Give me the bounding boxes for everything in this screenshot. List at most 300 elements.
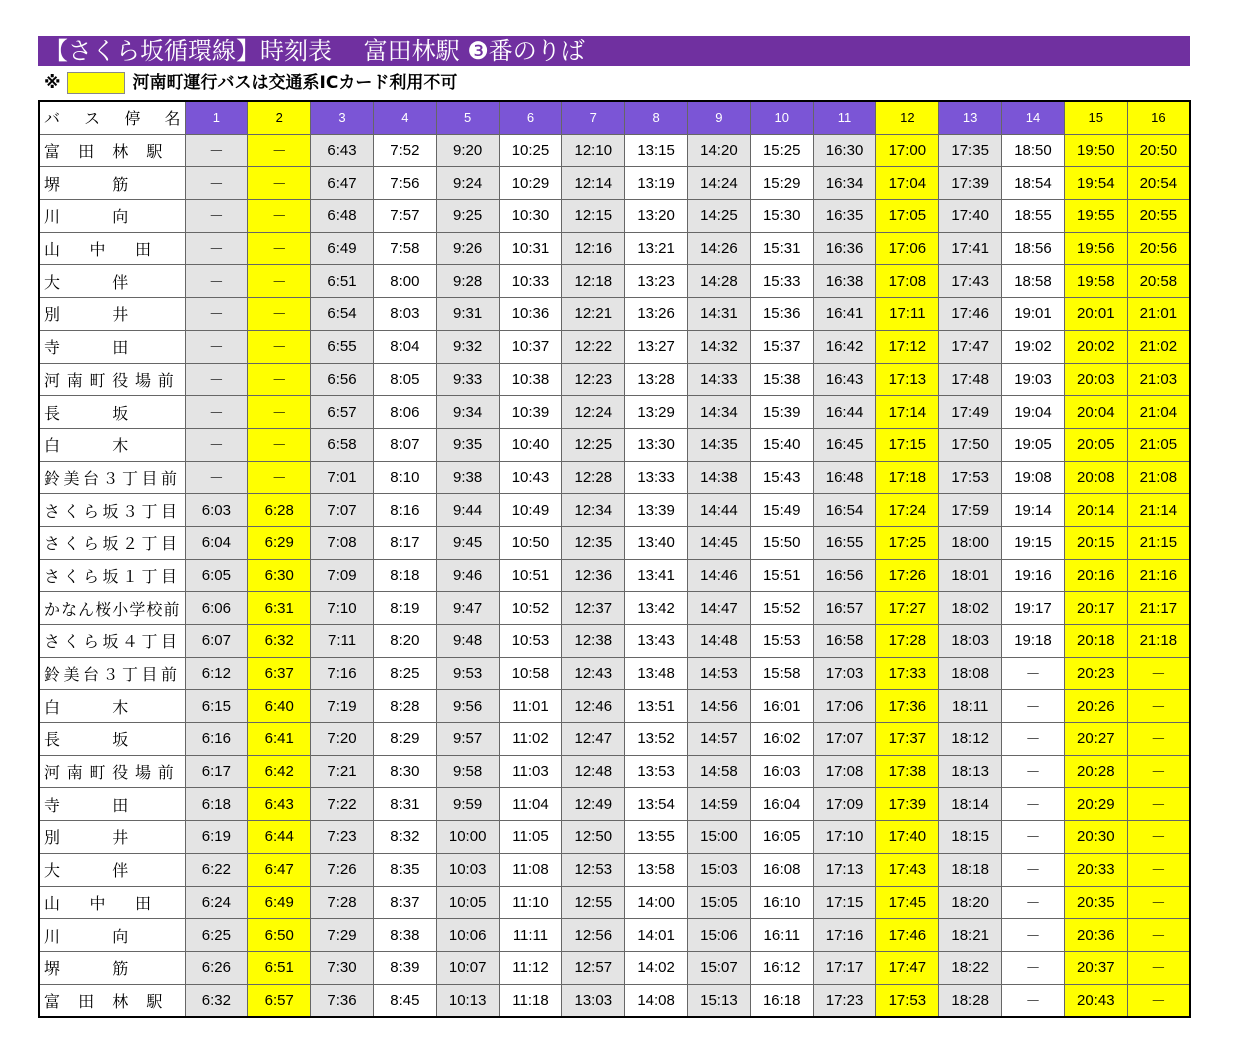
time-cell: 16:48	[813, 461, 876, 494]
header-trip-7: 7	[562, 101, 625, 134]
time-cell: 17:37	[876, 723, 939, 756]
time-cell: 17:40	[876, 821, 939, 854]
time-cell: 16:01	[750, 690, 813, 723]
time-cell: 6:44	[248, 821, 311, 854]
time-cell: 16:57	[813, 592, 876, 625]
stop-name: 鈴 美 台 ３ 丁 目 前	[39, 461, 185, 494]
time-cell: 9:46	[436, 559, 499, 592]
time-cell: 15:13	[688, 984, 751, 1017]
time-cell: 16:03	[750, 755, 813, 788]
table-row	[39, 625, 1190, 658]
time-cell: 10:43	[499, 461, 562, 494]
time-cell: －	[185, 134, 248, 167]
time-cell: 13:58	[625, 853, 688, 886]
time-cell: 14:45	[688, 526, 751, 559]
time-cell: 12:21	[562, 298, 625, 331]
time-cell: －	[1127, 951, 1190, 984]
time-cell: 16:54	[813, 494, 876, 527]
time-cell: 10:51	[499, 559, 562, 592]
stop-name: 大 伴	[39, 853, 185, 886]
time-cell: 19:05	[1002, 428, 1065, 461]
time-cell: 18:11	[939, 690, 1002, 723]
time-cell: 15:36	[750, 298, 813, 331]
time-cell: 6:19	[185, 821, 248, 854]
time-cell: 20:02	[1064, 330, 1127, 363]
time-cell: 11:10	[499, 886, 562, 919]
time-cell: 12:10	[562, 134, 625, 167]
time-cell: －	[248, 134, 311, 167]
time-cell: －	[1127, 788, 1190, 821]
time-cell: 13:23	[625, 265, 688, 298]
time-cell: 7:26	[311, 853, 374, 886]
time-cell: 11:03	[499, 755, 562, 788]
time-cell: 16:38	[813, 265, 876, 298]
time-cell: 7:30	[311, 951, 374, 984]
time-cell: 10:05	[436, 886, 499, 919]
time-cell: 19:02	[1002, 330, 1065, 363]
time-cell: 8:16	[373, 494, 436, 527]
time-cell: 6:05	[185, 559, 248, 592]
time-cell: 17:08	[876, 265, 939, 298]
time-cell: 7:09	[311, 559, 374, 592]
time-cell: －	[1002, 853, 1065, 886]
time-cell: －	[248, 265, 311, 298]
time-cell: 20:16	[1064, 559, 1127, 592]
time-cell: 13:43	[625, 625, 688, 658]
time-cell: 13:54	[625, 788, 688, 821]
time-cell: 9:32	[436, 330, 499, 363]
time-cell: 13:15	[625, 134, 688, 167]
time-cell: 20:04	[1064, 396, 1127, 429]
time-cell: 6:06	[185, 592, 248, 625]
time-cell: 17:15	[813, 886, 876, 919]
time-cell: 6:07	[185, 625, 248, 658]
time-cell: 16:58	[813, 625, 876, 658]
time-cell: 14:58	[688, 755, 751, 788]
time-cell: 15:31	[750, 232, 813, 265]
time-cell: 9:45	[436, 526, 499, 559]
time-cell: －	[1127, 690, 1190, 723]
time-cell: 20:18	[1064, 625, 1127, 658]
table-row	[39, 200, 1190, 233]
stop-name: か な ん 桜 小 学 校 前	[39, 592, 185, 625]
time-cell: 16:04	[750, 788, 813, 821]
time-cell: 8:45	[373, 984, 436, 1017]
table-row	[39, 919, 1190, 952]
time-cell: 8:05	[373, 363, 436, 396]
stop-name: さ く ら 坂 １ 丁 目	[39, 559, 185, 592]
page-title: 【さくら坂循環線】時刻表 富田林駅 ❸番のりば	[38, 36, 1190, 66]
time-cell: 16:42	[813, 330, 876, 363]
time-cell: 20:14	[1064, 494, 1127, 527]
header-trip-1: 1	[185, 101, 248, 134]
time-cell: 6:56	[311, 363, 374, 396]
time-cell: 6:04	[185, 526, 248, 559]
time-cell: 14:31	[688, 298, 751, 331]
time-cell: 12:48	[562, 755, 625, 788]
table-row	[39, 984, 1190, 1017]
time-cell: 12:18	[562, 265, 625, 298]
table-row	[39, 396, 1190, 429]
time-cell: －	[1127, 657, 1190, 690]
time-cell: 14:24	[688, 167, 751, 200]
time-cell: 14:00	[625, 886, 688, 919]
time-cell: 9:59	[436, 788, 499, 821]
time-cell: 9:26	[436, 232, 499, 265]
time-cell: －	[185, 396, 248, 429]
time-cell: －	[1127, 919, 1190, 952]
time-cell: 15:51	[750, 559, 813, 592]
time-cell: 19:56	[1064, 232, 1127, 265]
time-cell: 8:37	[373, 886, 436, 919]
time-cell: 20:08	[1064, 461, 1127, 494]
time-cell: 9:34	[436, 396, 499, 429]
stop-name: 川 向	[39, 919, 185, 952]
header-trip-16: 16	[1127, 101, 1190, 134]
time-cell: 17:43	[876, 853, 939, 886]
time-cell: 14:38	[688, 461, 751, 494]
time-cell: 14:32	[688, 330, 751, 363]
note-mark: ※	[44, 73, 61, 93]
time-cell: 18:21	[939, 919, 1002, 952]
time-cell: 6:47	[311, 167, 374, 200]
time-cell: －	[1002, 723, 1065, 756]
time-cell: 17:13	[876, 363, 939, 396]
stop-name: 別 井	[39, 821, 185, 854]
time-cell: 18:55	[1002, 200, 1065, 233]
time-cell: 6:43	[248, 788, 311, 821]
time-cell: 7:52	[373, 134, 436, 167]
time-cell: 19:03	[1002, 363, 1065, 396]
time-cell: －	[1127, 886, 1190, 919]
time-cell: 13:19	[625, 167, 688, 200]
time-cell: 16:08	[750, 853, 813, 886]
table-row	[39, 559, 1190, 592]
time-cell: 10:30	[499, 200, 562, 233]
time-cell: 13:41	[625, 559, 688, 592]
time-cell: －	[185, 167, 248, 200]
time-cell: 9:58	[436, 755, 499, 788]
table-row	[39, 788, 1190, 821]
time-cell: 12:16	[562, 232, 625, 265]
time-cell: 9:38	[436, 461, 499, 494]
time-cell: 20:58	[1127, 265, 1190, 298]
time-cell: 20:23	[1064, 657, 1127, 690]
time-cell: 14:53	[688, 657, 751, 690]
time-cell: 18:50	[1002, 134, 1065, 167]
time-cell: 16:11	[750, 919, 813, 952]
time-cell: 18:03	[939, 625, 1002, 658]
time-cell: 17:33	[876, 657, 939, 690]
table-row	[39, 330, 1190, 363]
time-cell: 15:58	[750, 657, 813, 690]
time-cell: 15:00	[688, 821, 751, 854]
time-cell: 17:39	[939, 167, 1002, 200]
time-cell: 9:25	[436, 200, 499, 233]
time-cell: 15:07	[688, 951, 751, 984]
time-cell: 16:36	[813, 232, 876, 265]
time-cell: 17:05	[876, 200, 939, 233]
header-trip-15: 15	[1064, 101, 1127, 134]
time-cell: 14:46	[688, 559, 751, 592]
time-cell: 17:14	[876, 396, 939, 429]
time-cell: 12:25	[562, 428, 625, 461]
table-row	[39, 886, 1190, 919]
time-cell: 17:35	[939, 134, 1002, 167]
time-cell: 9:31	[436, 298, 499, 331]
time-cell: 6:24	[185, 886, 248, 919]
time-cell: －	[248, 396, 311, 429]
time-cell: 6:37	[248, 657, 311, 690]
time-cell: 12:46	[562, 690, 625, 723]
time-cell: 15:40	[750, 428, 813, 461]
time-cell: 9:28	[436, 265, 499, 298]
time-cell: 8:28	[373, 690, 436, 723]
time-cell: 10:33	[499, 265, 562, 298]
time-cell: －	[1002, 657, 1065, 690]
stop-name: 堺 筋	[39, 167, 185, 200]
legend-note	[44, 70, 457, 96]
time-cell: 9:20	[436, 134, 499, 167]
time-cell: 13:55	[625, 821, 688, 854]
time-cell: 11:08	[499, 853, 562, 886]
time-cell: 7:22	[311, 788, 374, 821]
time-cell: 13:33	[625, 461, 688, 494]
time-cell: 6:51	[311, 265, 374, 298]
time-cell: 14:34	[688, 396, 751, 429]
time-cell: 11:04	[499, 788, 562, 821]
time-cell: －	[185, 265, 248, 298]
time-cell: 17:28	[876, 625, 939, 658]
time-cell: 17:38	[876, 755, 939, 788]
time-cell: 14:57	[688, 723, 751, 756]
time-cell: 6:26	[185, 951, 248, 984]
time-cell: 6:15	[185, 690, 248, 723]
time-cell: 8:17	[373, 526, 436, 559]
time-cell: 15:33	[750, 265, 813, 298]
time-cell: 6:12	[185, 657, 248, 690]
time-cell: －	[248, 461, 311, 494]
time-cell: －	[1127, 755, 1190, 788]
time-cell: 18:56	[1002, 232, 1065, 265]
time-cell: 17:12	[876, 330, 939, 363]
header-trip-3: 3	[311, 101, 374, 134]
time-cell: 17:09	[813, 788, 876, 821]
stop-name: 寺 田	[39, 330, 185, 363]
time-cell: 6:32	[185, 984, 248, 1017]
time-cell: 12:49	[562, 788, 625, 821]
header-trip-11: 11	[813, 101, 876, 134]
time-cell: 15:38	[750, 363, 813, 396]
time-cell: 20:17	[1064, 592, 1127, 625]
time-cell: 19:54	[1064, 167, 1127, 200]
table-row	[39, 657, 1190, 690]
time-cell: 12:24	[562, 396, 625, 429]
time-cell: 6:50	[248, 919, 311, 952]
time-cell: 10:53	[499, 625, 562, 658]
time-cell: 8:07	[373, 428, 436, 461]
time-cell: 15:25	[750, 134, 813, 167]
time-cell: 10:36	[499, 298, 562, 331]
time-cell: －	[1127, 723, 1190, 756]
time-cell: 20:27	[1064, 723, 1127, 756]
time-cell: 6:57	[248, 984, 311, 1017]
stop-name: 白 木	[39, 428, 185, 461]
time-cell: 10:07	[436, 951, 499, 984]
table-row	[39, 134, 1190, 167]
time-cell: 21:08	[1127, 461, 1190, 494]
header-trip-5: 5	[436, 101, 499, 134]
time-cell: －	[248, 428, 311, 461]
time-cell: －	[185, 298, 248, 331]
time-cell: 18:15	[939, 821, 1002, 854]
time-cell: 17:13	[813, 853, 876, 886]
time-cell: 12:50	[562, 821, 625, 854]
time-cell: 13:42	[625, 592, 688, 625]
time-cell: 7:28	[311, 886, 374, 919]
time-cell: 17:48	[939, 363, 1002, 396]
time-cell: 7:29	[311, 919, 374, 952]
time-cell: 19:14	[1002, 494, 1065, 527]
time-cell: 7:19	[311, 690, 374, 723]
time-cell: 11:01	[499, 690, 562, 723]
time-cell: －	[185, 428, 248, 461]
time-cell: 20:05	[1064, 428, 1127, 461]
time-cell: 18:20	[939, 886, 1002, 919]
header-trip-14: 14	[1002, 101, 1065, 134]
time-cell: 18:22	[939, 951, 1002, 984]
time-cell: 9:56	[436, 690, 499, 723]
time-cell: 8:19	[373, 592, 436, 625]
header-trip-12: 12	[876, 101, 939, 134]
time-cell: －	[248, 298, 311, 331]
time-cell: 20:36	[1064, 919, 1127, 952]
table-row	[39, 461, 1190, 494]
table-row	[39, 298, 1190, 331]
time-cell: －	[1002, 951, 1065, 984]
time-cell: 21:14	[1127, 494, 1190, 527]
stop-name: 山 中 田	[39, 232, 185, 265]
time-cell: 13:53	[625, 755, 688, 788]
time-cell: 10:58	[499, 657, 562, 690]
time-cell: 8:10	[373, 461, 436, 494]
time-cell: 6:30	[248, 559, 311, 592]
time-cell: 18:12	[939, 723, 1002, 756]
time-cell: 6:29	[248, 526, 311, 559]
time-cell: 12:14	[562, 167, 625, 200]
time-cell: 14:02	[625, 951, 688, 984]
time-cell: 16:56	[813, 559, 876, 592]
time-cell: 15:05	[688, 886, 751, 919]
time-cell: 18:08	[939, 657, 1002, 690]
time-cell: 10:38	[499, 363, 562, 396]
time-cell: 8:38	[373, 919, 436, 952]
time-cell: 7:58	[373, 232, 436, 265]
time-cell: 17:47	[939, 330, 1002, 363]
time-cell: 13:30	[625, 428, 688, 461]
time-cell: 16:55	[813, 526, 876, 559]
time-cell: －	[248, 330, 311, 363]
time-cell: 17:26	[876, 559, 939, 592]
time-cell: 12:34	[562, 494, 625, 527]
time-cell: 17:07	[813, 723, 876, 756]
stop-name: 河 南 町 役 場 前	[39, 363, 185, 396]
time-cell: －	[248, 200, 311, 233]
time-cell: 8:39	[373, 951, 436, 984]
time-cell: 17:46	[939, 298, 1002, 331]
time-cell: －	[1002, 821, 1065, 854]
time-cell: 20:01	[1064, 298, 1127, 331]
time-cell: 6:16	[185, 723, 248, 756]
time-cell: 12:37	[562, 592, 625, 625]
time-cell: 6:28	[248, 494, 311, 527]
time-cell: 17:53	[876, 984, 939, 1017]
time-cell: 14:28	[688, 265, 751, 298]
stop-name: 寺 田	[39, 788, 185, 821]
time-cell: 17:39	[876, 788, 939, 821]
time-cell: 6:54	[311, 298, 374, 331]
time-cell: 20:26	[1064, 690, 1127, 723]
time-cell: 20:33	[1064, 853, 1127, 886]
time-cell: 20:43	[1064, 984, 1127, 1017]
time-cell: 14:33	[688, 363, 751, 396]
time-cell: 16:05	[750, 821, 813, 854]
time-cell: 21:18	[1127, 625, 1190, 658]
time-cell: 7:07	[311, 494, 374, 527]
time-cell: 14:44	[688, 494, 751, 527]
time-cell: 16:34	[813, 167, 876, 200]
time-cell: 6:32	[248, 625, 311, 658]
time-cell: 13:40	[625, 526, 688, 559]
time-cell: 19:50	[1064, 134, 1127, 167]
time-cell: 8:20	[373, 625, 436, 658]
time-cell: 17:43	[939, 265, 1002, 298]
header-trip-10: 10	[750, 101, 813, 134]
time-cell: 7:21	[311, 755, 374, 788]
table-row	[39, 526, 1190, 559]
time-cell: 20:30	[1064, 821, 1127, 854]
time-cell: 8:31	[373, 788, 436, 821]
table-row	[39, 428, 1190, 461]
time-cell: 12:53	[562, 853, 625, 886]
time-cell: 18:18	[939, 853, 1002, 886]
time-cell: 6:49	[248, 886, 311, 919]
time-cell: 20:28	[1064, 755, 1127, 788]
time-cell: 17:08	[813, 755, 876, 788]
time-cell: 17:46	[876, 919, 939, 952]
header-row	[39, 101, 1190, 134]
time-cell: 21:04	[1127, 396, 1190, 429]
time-cell: 9:44	[436, 494, 499, 527]
time-cell: 10:06	[436, 919, 499, 952]
table-row	[39, 723, 1190, 756]
time-cell: 15:29	[750, 167, 813, 200]
table-row	[39, 232, 1190, 265]
time-cell: 8:25	[373, 657, 436, 690]
time-cell: 13:28	[625, 363, 688, 396]
time-cell: 17:40	[939, 200, 1002, 233]
stop-name: 大 伴	[39, 265, 185, 298]
table-row	[39, 265, 1190, 298]
time-cell: 18:00	[939, 526, 1002, 559]
time-cell: 17:25	[876, 526, 939, 559]
timetable	[38, 100, 1191, 1018]
time-cell: 17:49	[939, 396, 1002, 429]
time-cell: 16:43	[813, 363, 876, 396]
stop-name: 鈴 美 台 ３ 丁 目 前	[39, 657, 185, 690]
time-cell: 10:37	[499, 330, 562, 363]
time-cell: 9:48	[436, 625, 499, 658]
